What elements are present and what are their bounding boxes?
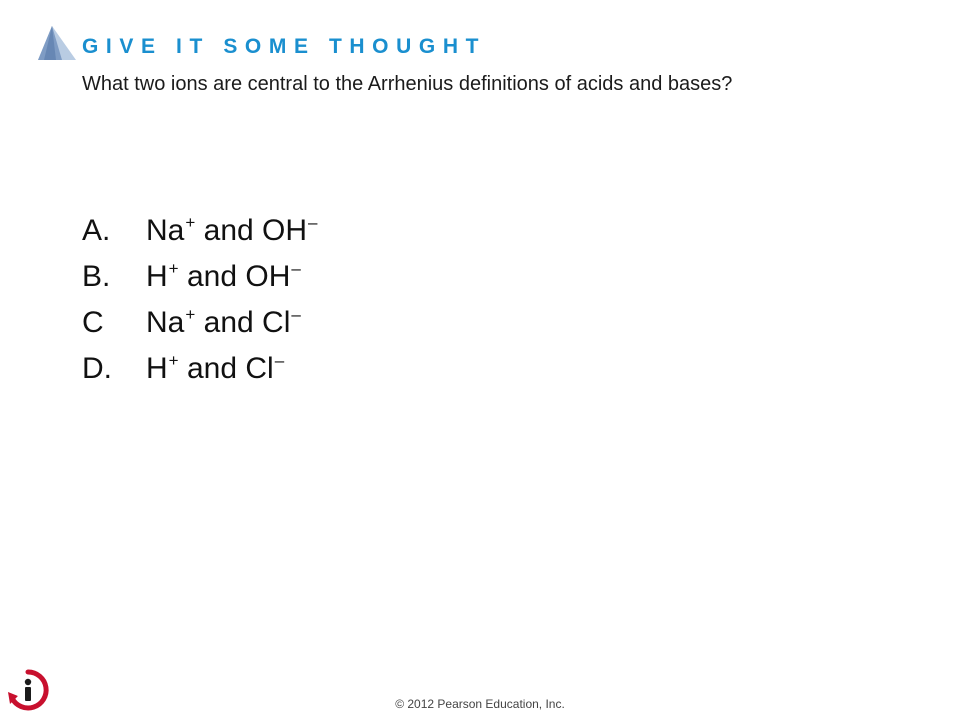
answer-options bbox=[82, 208, 318, 392]
ion-charge: – bbox=[274, 351, 285, 370]
option-a[interactable] bbox=[82, 208, 318, 254]
ion-1: H+ bbox=[146, 259, 179, 293]
option-letter: C bbox=[82, 306, 104, 339]
ion-1: Na+ bbox=[146, 305, 196, 339]
ion-1: Na+ bbox=[146, 213, 196, 247]
ion-charge: – bbox=[308, 213, 318, 232]
ion-charge: + bbox=[168, 351, 179, 370]
option-letter: A. bbox=[82, 214, 111, 247]
ion-charge: – bbox=[291, 305, 301, 324]
ion-charge: – bbox=[291, 259, 301, 278]
ion-charge: + bbox=[168, 259, 179, 278]
ion-2: OH– bbox=[262, 213, 318, 247]
option-b[interactable] bbox=[82, 254, 318, 300]
ion-2: OH– bbox=[245, 259, 301, 293]
option-d[interactable] bbox=[82, 346, 318, 392]
section-heading: GIVE IT SOME THOUGHT bbox=[82, 35, 487, 58]
conjunction: and bbox=[203, 214, 254, 247]
triangle-logo-icon bbox=[38, 26, 76, 60]
question-text: What two ions are central to the Arrhenius definitions of acids and bases? bbox=[82, 73, 733, 95]
ion-1: H+ bbox=[146, 351, 179, 385]
ion-2: Cl– bbox=[245, 351, 285, 385]
ion-charge: + bbox=[185, 213, 196, 232]
copyright-footer: © 2012 Pearson Education, Inc. bbox=[395, 697, 565, 711]
option-letter: D. bbox=[82, 352, 112, 385]
ion-2: Cl– bbox=[262, 305, 301, 339]
ion-charge: + bbox=[185, 305, 196, 324]
conjunction: and bbox=[203, 306, 254, 339]
option-c[interactable] bbox=[82, 300, 318, 346]
conjunction: and bbox=[186, 260, 238, 293]
option-letter: B. bbox=[82, 260, 111, 293]
conjunction: and bbox=[186, 352, 238, 385]
